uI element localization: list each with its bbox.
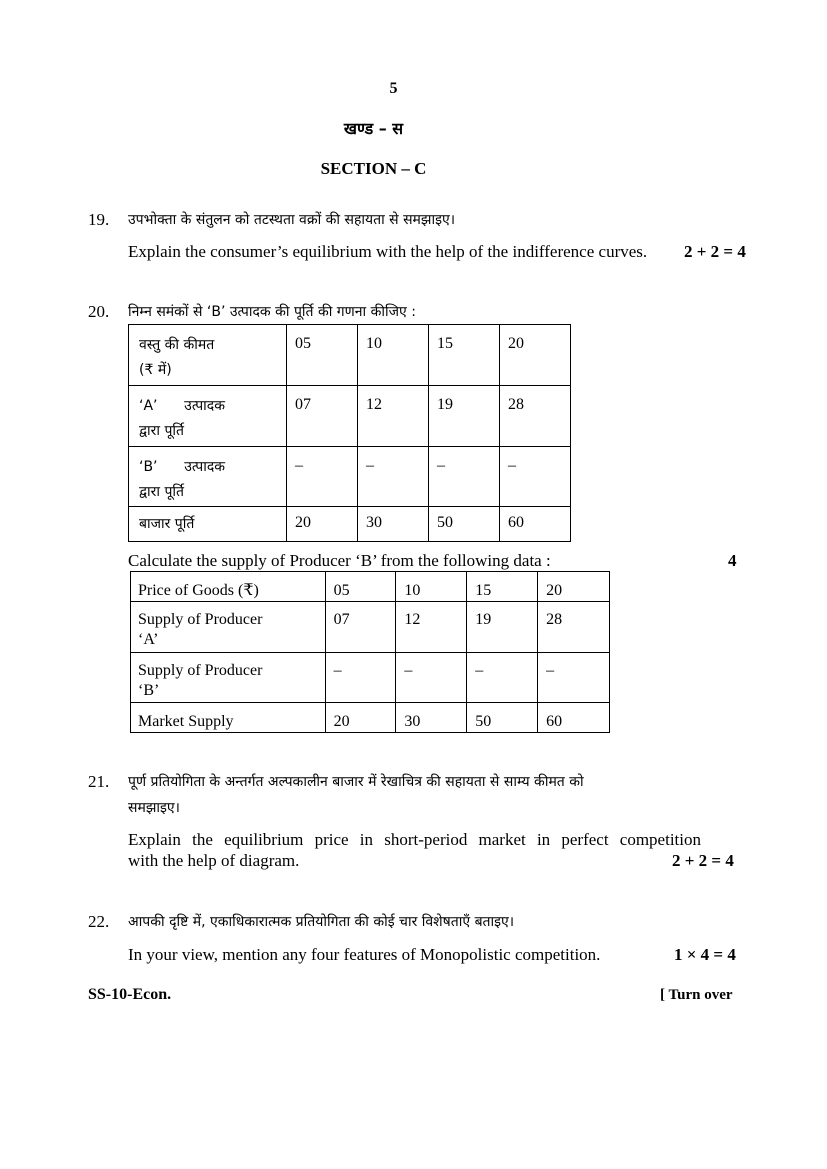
question-21-number: 21. — [88, 772, 110, 791]
table-row — [129, 325, 571, 386]
question-22-number: 22. — [88, 912, 110, 931]
table-row — [129, 386, 571, 447]
supply-table-hindi — [128, 324, 571, 542]
table-cell: 20 — [538, 572, 610, 602]
table-row — [131, 602, 610, 653]
table-row-label: बाजार पूर्ति — [129, 507, 287, 542]
table-cell: 05 — [287, 325, 358, 386]
question-19-number: 19. — [88, 210, 110, 229]
question-21-hindi-line2: समझाइए। — [128, 800, 180, 816]
table-cell: 28 — [538, 602, 610, 653]
section-heading-hindi: खण्ड – स — [343, 119, 404, 138]
table-row — [129, 447, 571, 507]
table-cell: – — [396, 653, 467, 703]
paper-code: SS-10-Econ. — [88, 986, 172, 1003]
table-cell: 07 — [325, 602, 396, 653]
table-cell: – — [538, 653, 610, 703]
table-cell: 20 — [500, 325, 571, 386]
table-cell: – — [429, 447, 500, 507]
table-cell: 10 — [396, 572, 467, 602]
table-row-label: ‘B’ उत्पादक द्वारा पूर्ति — [129, 447, 287, 507]
table-row — [131, 703, 610, 733]
question-22-marks: 1 × 4 = 4 — [674, 945, 736, 964]
table-row-label: ‘A’ उत्पादक द्वारा पूर्ति — [129, 386, 287, 447]
question-21-english-line1: Explain the equilibrium price in short-period market in perfect competition — [128, 830, 701, 849]
question-21-hindi-line1: पूर्ण प्रतियोगिता के अन्तर्गत अल्पकालीन बाजार में रेखाचित्र की सहायता से साम्य कीमत को — [128, 774, 584, 790]
table-cell: 20 — [287, 507, 358, 542]
table-cell: – — [325, 653, 396, 703]
table-cell: 30 — [358, 507, 429, 542]
table-cell: 19 — [467, 602, 538, 653]
section-heading-english: SECTION – C — [320, 159, 427, 178]
table-cell: 12 — [358, 386, 429, 447]
table-cell: 19 — [429, 386, 500, 447]
table-row-label: वस्तु की कीमत (₹ में) — [129, 325, 287, 386]
turn-over-note: [ Turn over — [660, 987, 733, 1003]
question-20-number: 20. — [88, 302, 110, 321]
table-row-label: Supply of Producer ‘B’ — [131, 653, 326, 703]
table-cell: 07 — [287, 386, 358, 447]
table-cell: 30 — [396, 703, 467, 733]
table-cell: – — [358, 447, 429, 507]
question-21-marks: 2 + 2 = 4 — [672, 851, 734, 870]
question-20-hindi: निम्न समंकों से ‘B’ उत्पादक की पूर्ति की गणना कीजिए : — [128, 304, 416, 320]
table-cell: 15 — [429, 325, 500, 386]
question-22-hindi: आपकी दृष्टि में, एकाधिकारात्मक प्रतियोगिता की कोई चार विशेषताएँ बताइए। — [128, 914, 515, 930]
question-19-hindi: उपभोक्ता के संतुलन को तटस्थता वक्रों की सहायता से समझाइए। — [128, 212, 456, 228]
table-cell: – — [287, 447, 358, 507]
question-19-marks: 2 + 2 = 4 — [684, 242, 746, 261]
table-row — [131, 653, 610, 703]
table-row-label: Price of Goods (₹) — [131, 572, 326, 602]
table-row — [131, 572, 610, 602]
table-cell: 12 — [396, 602, 467, 653]
table-row-label: Market Supply — [131, 703, 326, 733]
table-row — [129, 507, 571, 542]
table-cell: 60 — [538, 703, 610, 733]
question-20-marks: 4 — [728, 551, 737, 570]
supply-table-english — [130, 571, 610, 733]
table-row-label: Supply of Producer ‘A’ — [131, 602, 326, 653]
page-number: 5 — [389, 80, 398, 97]
table-cell: – — [500, 447, 571, 507]
table-cell: 15 — [467, 572, 538, 602]
question-20-english: Calculate the supply of Producer ‘B’ from the following data : — [128, 551, 551, 570]
table-cell: 50 — [467, 703, 538, 733]
table-cell: 50 — [429, 507, 500, 542]
question-21-english-line2: with the help of diagram. — [128, 851, 300, 870]
table-cell: 20 — [325, 703, 396, 733]
question-19-english: Explain the consumer’s equilibrium with the help of the indifference curves. — [128, 242, 648, 261]
question-22-english: In your view, mention any four features of Monopolistic competition. — [128, 945, 601, 964]
table-cell: 60 — [500, 507, 571, 542]
table-cell: 05 — [325, 572, 396, 602]
table-cell: – — [467, 653, 538, 703]
table-cell: 28 — [500, 386, 571, 447]
table-cell: 10 — [358, 325, 429, 386]
